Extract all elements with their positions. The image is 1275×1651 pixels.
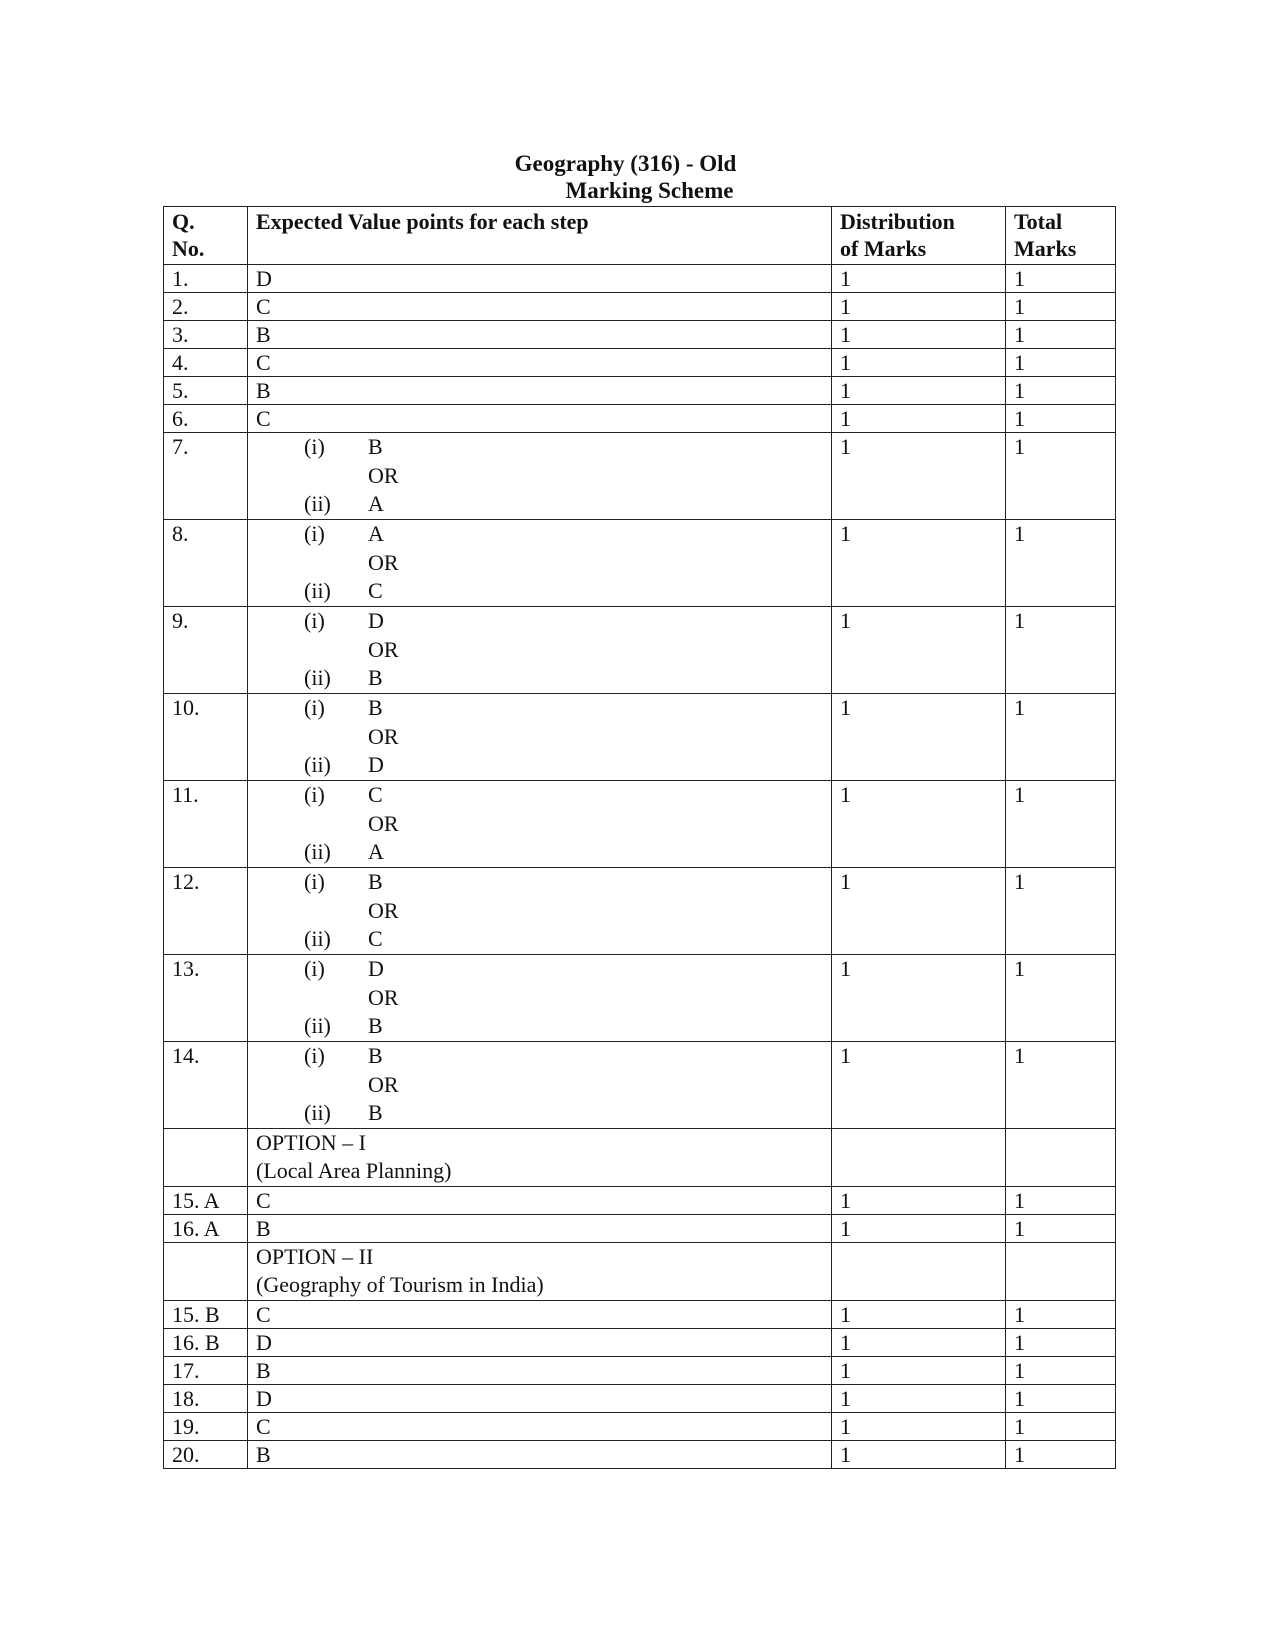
choice-label-i: (i) — [304, 608, 325, 633]
choice-label-ii: (ii) — [304, 578, 331, 603]
option-heading: OPTION – I — [256, 1130, 366, 1155]
answer: B — [248, 1441, 832, 1469]
total-marks: 1 — [1006, 1187, 1116, 1215]
total-marks: 1 — [1006, 1215, 1116, 1243]
distribution-marks: 1 — [832, 1187, 1006, 1215]
answer: B — [248, 321, 832, 349]
table-row — [164, 868, 1116, 955]
total-marks: 1 — [1006, 1441, 1116, 1469]
spacer — [256, 723, 304, 752]
question-number: 7. — [164, 433, 248, 520]
distribution-marks: 1 — [832, 349, 1006, 377]
question-number: 1. — [164, 265, 248, 293]
choice-grid — [256, 868, 831, 954]
spacer — [256, 925, 304, 954]
question-number: 9. — [164, 607, 248, 694]
spacer — [256, 868, 304, 897]
distribution-marks: 1 — [832, 1215, 1006, 1243]
or-separator: OR — [368, 1071, 399, 1097]
distribution-marks: 1 — [832, 321, 1006, 349]
question-number: 16. A — [164, 1215, 248, 1243]
option-heading-cell — [248, 1129, 832, 1187]
total-marks: 1 — [1006, 1042, 1116, 1129]
choice-label-i: (i) — [304, 695, 325, 720]
table-row — [164, 321, 1116, 349]
or-separator: OR — [368, 723, 399, 749]
choice-answer-i: A — [368, 521, 384, 546]
header-qno-line2: No. — [172, 236, 205, 261]
spacer — [304, 636, 368, 665]
spacer — [304, 1071, 368, 1100]
option-heading-cell — [248, 1243, 832, 1301]
or-separator: OR — [368, 462, 399, 488]
table-row — [164, 781, 1116, 868]
table-row — [164, 520, 1116, 607]
choice-label-ii: (ii) — [304, 491, 331, 516]
table-row — [164, 349, 1116, 377]
total-marks: 1 — [1006, 265, 1116, 293]
choice-grid — [256, 433, 831, 519]
spacer — [256, 433, 304, 462]
question-number: 14. — [164, 1042, 248, 1129]
spacer — [256, 549, 304, 578]
total-marks: 1 — [1006, 1301, 1116, 1329]
empty-cell — [1006, 1243, 1116, 1301]
total-marks: 1 — [1006, 955, 1116, 1042]
option-subheading: (Geography of Tourism in India) — [256, 1272, 544, 1297]
distribution-marks: 1 — [832, 1301, 1006, 1329]
question-number: 11. — [164, 781, 248, 868]
table-row — [164, 1301, 1116, 1329]
answer: C — [248, 1301, 832, 1329]
choice-answer-ii: B — [368, 1013, 383, 1038]
spacer — [304, 984, 368, 1013]
total-marks: 1 — [1006, 694, 1116, 781]
spacer — [304, 549, 368, 578]
spacer — [256, 462, 304, 491]
spacer — [256, 955, 304, 984]
choice-grid — [256, 607, 831, 693]
choice-answer-i: B — [368, 695, 383, 720]
choice-grid — [256, 694, 831, 780]
header-expected: Expected Value points for each step — [248, 207, 832, 265]
header-qno-line1: Q. — [172, 209, 195, 234]
total-marks: 1 — [1006, 377, 1116, 405]
answer: C — [248, 1187, 832, 1215]
spacer — [256, 664, 304, 693]
spacer — [256, 1071, 304, 1100]
answer-choices — [248, 520, 832, 607]
choice-label-ii: (ii) — [304, 926, 331, 951]
distribution-marks: 1 — [832, 694, 1006, 781]
table-header-row — [164, 207, 1116, 265]
answer-choices — [248, 781, 832, 868]
empty-cell — [164, 1243, 248, 1301]
table-row — [164, 1413, 1116, 1441]
table-row — [164, 1385, 1116, 1413]
spacer — [256, 1012, 304, 1041]
question-number: 16. B — [164, 1329, 248, 1357]
table-row — [164, 377, 1116, 405]
spacer — [256, 1099, 304, 1128]
spacer — [256, 694, 304, 723]
header-total-line1: Total — [1014, 209, 1063, 234]
spacer — [256, 607, 304, 636]
total-marks: 1 — [1006, 781, 1116, 868]
table-row — [164, 1215, 1116, 1243]
answer: C — [248, 1413, 832, 1441]
spacer — [256, 984, 304, 1013]
choice-answer-ii: B — [368, 665, 383, 690]
table-row — [164, 1441, 1116, 1469]
choice-answer-i: B — [368, 869, 383, 894]
header-total — [1006, 207, 1116, 265]
choice-answer-ii: A — [368, 491, 384, 516]
total-marks: 1 — [1006, 1413, 1116, 1441]
choice-label-i: (i) — [304, 521, 325, 546]
table-body — [164, 265, 1116, 1469]
total-marks: 1 — [1006, 349, 1116, 377]
table-row — [164, 607, 1116, 694]
total-marks: 1 — [1006, 868, 1116, 955]
question-number: 10. — [164, 694, 248, 781]
choice-answer-ii: C — [368, 578, 383, 603]
total-marks: 1 — [1006, 1385, 1116, 1413]
distribution-marks: 1 — [832, 607, 1006, 694]
question-number: 15. A — [164, 1187, 248, 1215]
question-number: 19. — [164, 1413, 248, 1441]
distribution-marks: 1 — [832, 1385, 1006, 1413]
option-subheading: (Local Area Planning) — [256, 1158, 452, 1183]
total-marks: 1 — [1006, 293, 1116, 321]
spacer — [256, 1042, 304, 1071]
distribution-marks: 1 — [832, 781, 1006, 868]
document-title: Geography (316) - Old — [514, 151, 737, 176]
table-row — [164, 694, 1116, 781]
distribution-marks: 1 — [832, 1329, 1006, 1357]
option-2-heading-row — [164, 1243, 1116, 1301]
answer: C — [248, 349, 832, 377]
spacer — [256, 897, 304, 926]
answer: B — [248, 1357, 832, 1385]
question-number: 13. — [164, 955, 248, 1042]
table-row — [164, 293, 1116, 321]
header-qno — [164, 207, 248, 265]
or-separator: OR — [368, 636, 399, 662]
distribution-marks: 1 — [832, 405, 1006, 433]
choice-label-ii: (ii) — [304, 839, 331, 864]
choice-answer-i: C — [368, 782, 383, 807]
choice-label-ii: (ii) — [304, 665, 331, 690]
answer: C — [248, 405, 832, 433]
question-number: 2. — [164, 293, 248, 321]
question-number: 15. B — [164, 1301, 248, 1329]
choice-grid — [256, 520, 831, 606]
answer-choices — [248, 433, 832, 520]
choice-answer-i: B — [368, 1043, 383, 1068]
spacer — [256, 577, 304, 606]
option-heading: OPTION – II — [256, 1244, 374, 1269]
header-distribution-line1: Distribution — [840, 209, 955, 234]
empty-cell — [832, 1129, 1006, 1187]
question-number: 6. — [164, 405, 248, 433]
total-marks: 1 — [1006, 433, 1116, 520]
table-row — [164, 1329, 1116, 1357]
table-row — [164, 1187, 1116, 1215]
question-number: 5. — [164, 377, 248, 405]
answer-choices — [248, 694, 832, 781]
choice-answer-i: D — [368, 956, 384, 981]
choice-grid — [256, 781, 831, 867]
spacer — [256, 751, 304, 780]
choice-answer-i: B — [368, 434, 383, 459]
question-number: 18. — [164, 1385, 248, 1413]
answer-choices — [248, 1042, 832, 1129]
or-separator: OR — [368, 897, 399, 923]
distribution-marks: 1 — [832, 955, 1006, 1042]
question-number: 3. — [164, 321, 248, 349]
choice-label-i: (i) — [304, 869, 325, 894]
choice-label-i: (i) — [304, 956, 325, 981]
choice-grid — [256, 955, 831, 1041]
choice-answer-ii: B — [368, 1100, 383, 1125]
choice-label-i: (i) — [304, 782, 325, 807]
spacer — [256, 490, 304, 519]
table-row — [164, 405, 1116, 433]
empty-cell — [164, 1129, 248, 1187]
spacer — [256, 838, 304, 867]
answer: D — [248, 1385, 832, 1413]
distribution-marks: 1 — [832, 1042, 1006, 1129]
spacer — [304, 897, 368, 926]
distribution-marks: 1 — [832, 1357, 1006, 1385]
table-row — [164, 1042, 1116, 1129]
distribution-marks: 1 — [832, 433, 1006, 520]
total-marks: 1 — [1006, 607, 1116, 694]
choice-label-ii: (ii) — [304, 1100, 331, 1125]
table-row — [164, 955, 1116, 1042]
question-number: 8. — [164, 520, 248, 607]
or-separator: OR — [368, 984, 399, 1010]
total-marks: 1 — [1006, 520, 1116, 607]
marking-scheme-table — [163, 206, 1116, 1469]
answer-choices — [248, 955, 832, 1042]
distribution-marks: 1 — [832, 265, 1006, 293]
spacer — [256, 781, 304, 810]
distribution-marks: 1 — [832, 1441, 1006, 1469]
table-row — [164, 265, 1116, 293]
question-number: 20. — [164, 1441, 248, 1469]
choice-label-i: (i) — [304, 434, 325, 459]
option-1-heading-row — [164, 1129, 1116, 1187]
answer-choices — [248, 868, 832, 955]
choice-answer-ii: D — [368, 752, 384, 777]
total-marks: 1 — [1006, 1357, 1116, 1385]
choice-label-ii: (ii) — [304, 752, 331, 777]
spacer — [304, 810, 368, 839]
distribution-marks: 1 — [832, 520, 1006, 607]
empty-cell — [1006, 1129, 1116, 1187]
choice-answer-i: D — [368, 608, 384, 633]
header-total-line2: Marks — [1014, 236, 1077, 261]
choice-label-ii: (ii) — [304, 1013, 331, 1038]
answer: C — [248, 293, 832, 321]
choice-answer-ii: A — [368, 839, 384, 864]
total-marks: 1 — [1006, 405, 1116, 433]
spacer — [304, 462, 368, 491]
distribution-marks: 1 — [832, 1413, 1006, 1441]
distribution-marks: 1 — [832, 377, 1006, 405]
spacer — [256, 810, 304, 839]
spacer — [256, 520, 304, 549]
table-row — [164, 1357, 1116, 1385]
question-number: 12. — [164, 868, 248, 955]
spacer — [256, 636, 304, 665]
distribution-marks: 1 — [832, 868, 1006, 955]
answer: D — [248, 1329, 832, 1357]
or-separator: OR — [368, 810, 399, 836]
spacer — [304, 723, 368, 752]
answer: B — [248, 377, 832, 405]
answer: D — [248, 265, 832, 293]
question-number: 17. — [164, 1357, 248, 1385]
choice-answer-ii: C — [368, 926, 383, 951]
answer-choices — [248, 607, 832, 694]
document-subtitle: Marking Scheme — [565, 178, 734, 203]
table-row — [164, 433, 1116, 520]
header-distribution-line2: of Marks — [840, 236, 927, 261]
choice-grid — [256, 1042, 831, 1128]
answer: B — [248, 1215, 832, 1243]
total-marks: 1 — [1006, 1329, 1116, 1357]
total-marks: 1 — [1006, 321, 1116, 349]
distribution-marks: 1 — [832, 293, 1006, 321]
choice-label-i: (i) — [304, 1043, 325, 1068]
header-distribution — [832, 207, 1006, 265]
empty-cell — [832, 1243, 1006, 1301]
question-number: 4. — [164, 349, 248, 377]
or-separator: OR — [368, 549, 399, 575]
